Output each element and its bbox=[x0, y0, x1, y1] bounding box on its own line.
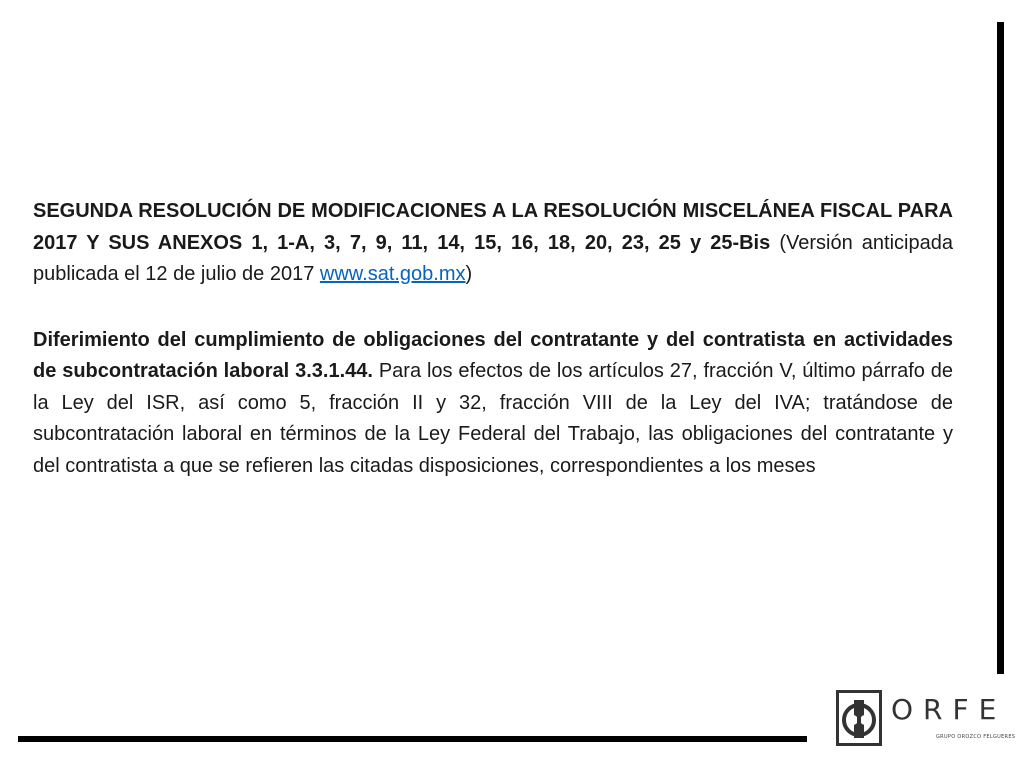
sat-link[interactable]: www.sat.gob.mx bbox=[319, 263, 466, 285]
heading-normal-text: (Versión anticipada publicada el 12 de julio de 2017 bbox=[33, 231, 953, 285]
heading-bold-text: SEGUNDA RESOLUCIÓN DE MODIFICACIONES A LA RESOLUCIÓN MISCELÁNEA FISCAL PARA 2017 Y SUS ANEXOS 1, 1-A, 3, 7, 9, 11, 14, 15, 16, 18, 20, 23, 25 y 25-Bis bbox=[33, 200, 953, 254]
logo-tagline: GRUPO OROZCO FELGUERES bbox=[936, 734, 1016, 740]
body-bold-text: Diferimiento del cumplimiento de obligaciones del contratante y del contratista en actividades de subcontratación laboral 3.3.1.44. bbox=[33, 328, 953, 382]
body-normal-text: Para los efectos de los artículos 27, fracción V, último párrafo de la Ley del ISR, así como 5, fracción II y 32, fracción VIII de la Ley del IVA; tratándose de subcontratación laboral en términos de la Ley Federal del Trabajo, las obligaciones del contratante y del contratista a que se refieren las citadas disposiciones, correspondientes a los meses bbox=[33, 360, 953, 477]
body-paragraph bbox=[33, 325, 953, 483]
heading-paragraph bbox=[33, 196, 953, 291]
bottom-horizontal-rule bbox=[18, 736, 807, 742]
slide-content bbox=[33, 196, 953, 482]
logo-wordmark: ORFE bbox=[891, 693, 1007, 726]
heading-close-paren: ) bbox=[465, 263, 473, 285]
orfe-emblem-icon bbox=[836, 690, 882, 746]
orfe-logo bbox=[836, 690, 1016, 746]
right-vertical-rule bbox=[997, 22, 1004, 674]
